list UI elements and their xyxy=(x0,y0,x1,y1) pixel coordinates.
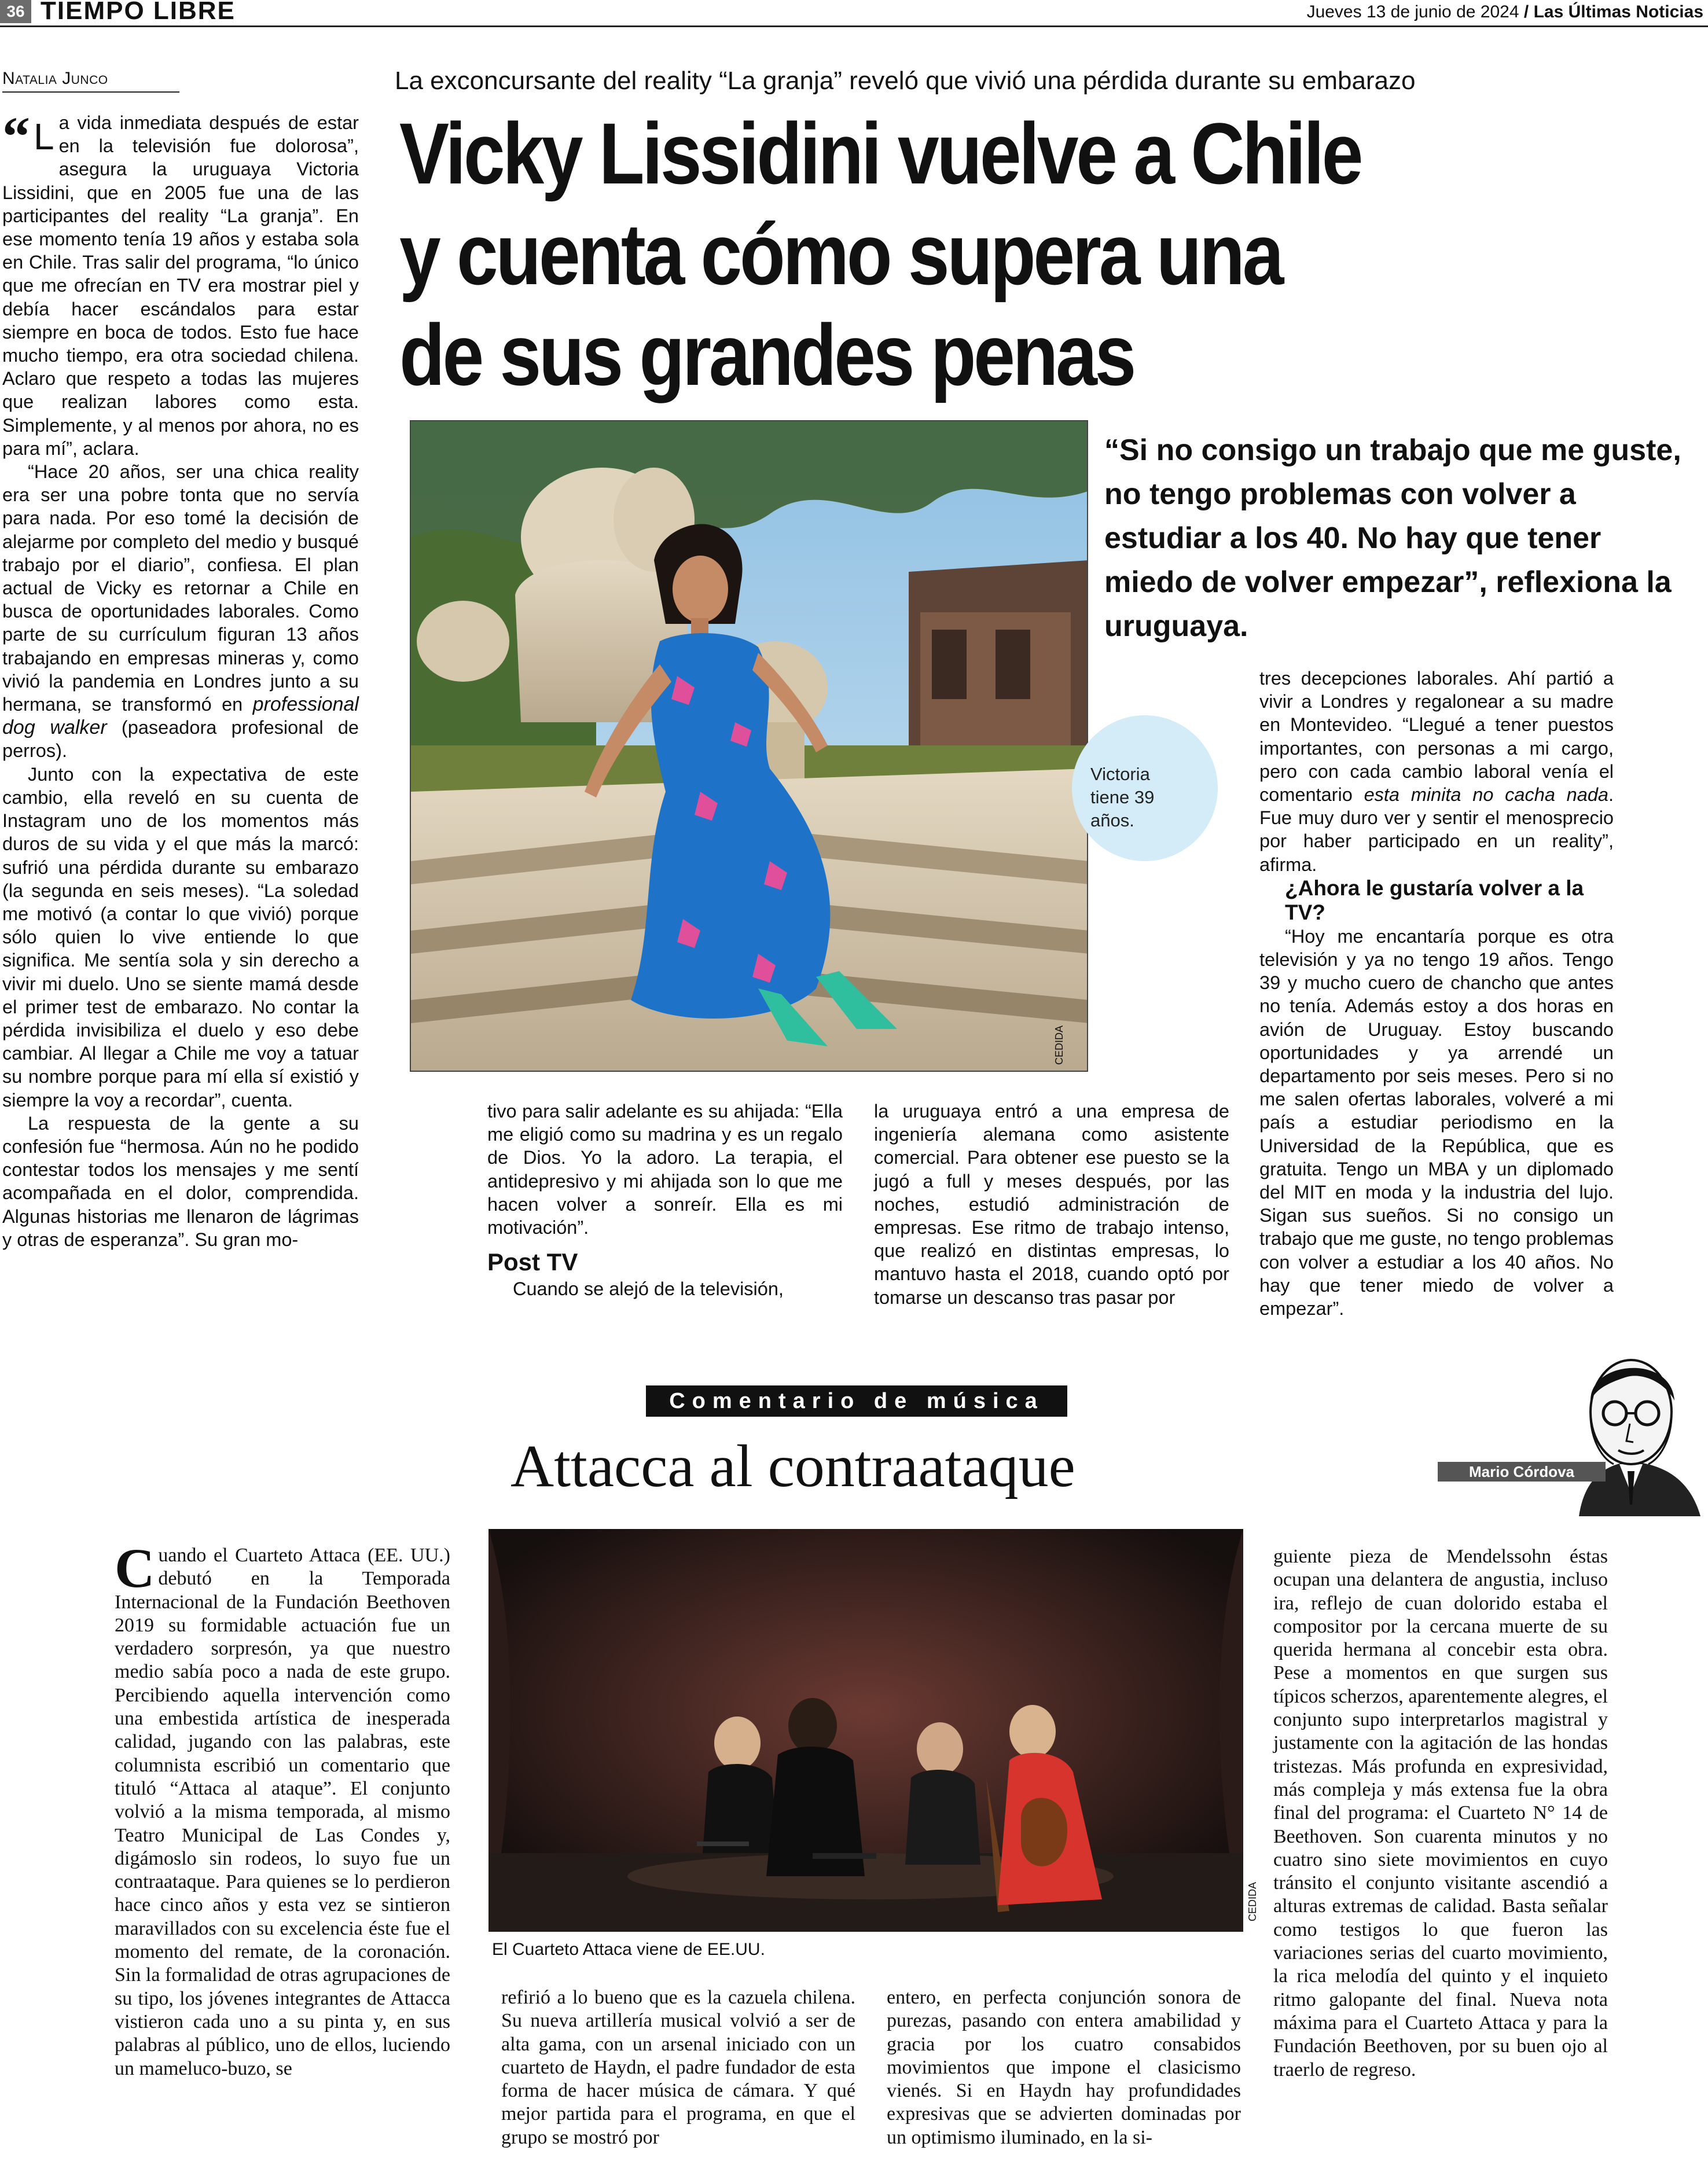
music-drop-cap: C xyxy=(115,1537,155,1599)
article-column-2 xyxy=(487,1100,843,1300)
subhead-post-tv: Post TV xyxy=(487,1248,578,1276)
music-column-3 xyxy=(887,1986,1241,2149)
byline-rule xyxy=(2,91,179,93)
headline xyxy=(399,103,1395,405)
music-column-2 xyxy=(501,1986,855,2149)
music-col1-text: C uando el Cuarteto Attaca (EE. UU.) debutó en la Temporada Internacional de la Fundación Beethoven 2019 su formidable actuación fue un verdadero sorpresón, ya que nuestro medio sabía poco a nada de este grupo. Percibiendo aquella intervención como una embestida artística de inesperada calidad, jugando con las palabras, este columnista escribió un comentario que tituló “Attaca al ataque”. El conjunto volvió a la misma temporada, al mismo Teatro Municipal de Las Condes y, digámoslo sin rodeos, lo suyo fue un contraataque. Para quienes se lo perdieron hace cinco años y esta vez se sintieron maravillados con su excelencia éste fue el momento del remate, de la coronación. Sin la formalidad de otras agrupaciones de su tipo, los jóvenes integrantes de Attacca vistieron cada uno a su pinta y, en sus palabras al público, uno de ellos, luciendo un mameluco-buzo, se xyxy=(115,1537,450,2079)
article-col1-p3: Junto con la expectativa de este cambio, ella reveló en su cuenta de Instagram uno de los momentos más duros de su vida y el que más la marcó: sufrió una pérdida durante su embarazo (la segunda en seis meses). “La soledad me motivó (a contar lo que vivió) porque sólo quien lo vive entiende lo que significa. Me sentía sola y sin derecho a vivir mi duelo. Uno se siente mamá desde el primer test de embarazo. No contar la pérdida invisibiliza el duelo y eso debe cambiar. Al llegar a Chile me voy a tatuar su nombre porque para mí ella sí existió y siempre la voy a recordar”, cuenta. xyxy=(2,763,359,1111)
header-dateline xyxy=(1307,1,1703,23)
article-col2-p2: Cuando se alejó de la televisión, xyxy=(513,1278,784,1300)
concert-photo-credit: CEDIDA xyxy=(1247,1881,1258,1921)
music-column-4 xyxy=(1273,1545,1608,2082)
article-col1-p2: “Hace 20 años, ser una chica reality era ser una pobre tonta que no servía para nada. Por eso tomé la decisión de alejarme por completo del medio y busqué trabajo por el diario”, confiesa. El plan actual de Vicky es retornar a Chile en busca de oportunidades laborales. Como parte de su currículum figuran 13 años trabajando en empresas mineras y, como vivió la pandemia en Londres junto a su hermana, se transformó en professional dog walker (paseadora profesional de perros). xyxy=(2,461,359,762)
concert-photo-caption: El Cuarteto Attaca viene de EE.UU. xyxy=(492,1940,765,1959)
header-rule xyxy=(0,25,1708,27)
drop-cap: L xyxy=(34,116,54,157)
page-number: 36 xyxy=(6,2,25,20)
music-headline: Attacca al contraataque xyxy=(510,1433,1075,1499)
music-col3-text: entero, en perfecta conjunción sonora de purezas, pasando con entera amabilidad y gracia por los cuatro consabidos movimientos que impone el clasicismo vienés. Si en Haydn hay profundidades expresivas que se advierten dominadas por un optimismo iluminado, en la si- xyxy=(887,1987,1241,2148)
photo-credit: CEDIDA xyxy=(1053,1025,1065,1065)
newspaper-name: Las Últimas Noticias xyxy=(1533,2,1703,21)
page-number-box xyxy=(0,0,31,23)
issue-date: Jueves 13 de junio de 2024 xyxy=(1306,2,1519,21)
article-column-4 xyxy=(1259,667,1614,1320)
vicky-photo-art xyxy=(411,421,1088,1072)
article-col1-p1: “ L a vida inmediata después de estar en la televisión fue dolorosa”, asegura la uruguaya Victoria Lissidini, que en 2005 fue una de las participantes del reality “La granja”. En ese momento tenía 19 años y estaba sola en Chile. Tras salir del programa, “lo único que me ofrecían en TV era mostrar piel y debía hacer escándalos para estar siempre en boca de todos. Esto fue hace mucho tiempo, era otra sociedad chilena. Aclaro que respeto a todas las mujeres que realizan labores como esta. Simplemente, y al menos por ahora, no es para mí”, aclara. xyxy=(2,105,359,459)
music-col2-text: refirió a lo bueno que es la cazuela chilena. Su nueva artillería musical volvió a ser de alta gama, con un arsenal iniciado con un cuarteto de Haydn, el padre fundador de esta forma de hacer música de cámara. Y qué mejor partida para el programa, en que el grupo se mostró por xyxy=(501,1987,855,2148)
music-column-1 xyxy=(115,1537,450,2081)
pull-quote: “Si no consigo un trabajo que me guste, no tengo problemas con volver a estudiar a los 40. No hay que tener miedo de volver empezar”, reflexiona la uruguaya. xyxy=(1104,433,1681,643)
concert-photo xyxy=(488,1529,1243,1932)
photo-caption: Victoria tiene 39 años. xyxy=(1090,764,1155,830)
article-col4-p1: tres decepciones laborales. Ahí partió a vivir a Londres y regalonear a su madre en Montevideo. “Llegué a tener puestos importantes, con personas a mi cargo, pero con cada cambio laboral venía el comentario esta minita no cacha nada. Fue muy duro ver y sentir el menosprecio por haber participado en un reality”, afirma. xyxy=(1259,668,1614,875)
columnist-portrait xyxy=(1556,1343,1706,1516)
article-col1-p4: La respuesta de la gente a su confesión fue “hermosa. Aún no he podido contestar todos los mensajes y me sentí acompañada en el dolor, comprendida. Algunas historias me llenaron de lágrimas y otras de esperanza”. Su gran mo- xyxy=(2,1112,359,1250)
drop-quote: “ xyxy=(2,105,30,167)
headline-line-1: Vicky Lissidini vuelve a Chile xyxy=(399,105,1361,202)
article-col3-p1: la uruguaya entró a una empresa de ingeniería alemana como asistente comercial. Para obtener ese puesto se la jugó a full y meses después, por las noches, estudió administración de empresas. Ese ritmo de trabajo intenso, que realizó en distintas empresas, lo mantuvo hasta el 2018, cuando optó por tomarse un descanso tras pasar por xyxy=(874,1101,1229,1308)
columnist-sketch xyxy=(1556,1343,1706,1516)
interview-question: ¿Ahora le gustaría volver a la TV? xyxy=(1285,876,1584,924)
byline: Natalia Junco xyxy=(2,69,108,88)
kicker: La exconcursante del reality “La granja” reveló que vivió una pérdida durante su embarazo xyxy=(395,67,1416,95)
music-col4-text: guiente pieza de Mendelssohn éstas ocupan una delantera de angustia, incluso ira, reflejo de cuan dolorido estaba el compositor por la cercana muerte de su querida hermana al concebir esta obra. Pese a momentos en que surgen sus típicos scherzos, aparentemente alegres, el conjunto supo interpretarlos magistral y justamente con la agitación de las hondas tristezas. Más profunda en expresividad, más compleja y más extensa fue la obra final del programa: el Cuarteto N° 14 de Beethoven. Son cuarenta minutos y no cuatro sino siete movimientos en cuyo tránsito el conjunto visitante ascendió a alturas extremas de calidad. Basta señalar como testigos lo que fueron las variaciones serias del cuarto movimiento, la rica melodía del quinto y el inquieto ritmo galopante del final. Nueva nota máxima para el Cuarteto Attaca y para la Fundación Beethoven, por su buen ojo al traerlo de regreso. xyxy=(1273,1546,1608,2081)
vicky-photo xyxy=(410,420,1088,1072)
article-col4-p2: “Hoy me encantaría porque es otra televisión y ya no tengo 19 años. Tengo 39 y mucho cuero de chancho que antes no tenía. Además estoy a dos horas en avión de Uruguay. Estoy buscando oportunidades y ya arrendé un departamento por seis meses. Pero si no me salen ofertas laborales, volveré a mi país a estudiar periodismo en la Universidad de la República, que es gratuita. Tengo un MBA y un diplomado del MIT en moda y la industria del lujo. Sigan sus sueños. Si no consigo un trabajo que me guste, no tengo problemas con volver a estudiar a los 40 años. No hay que tener miedo de volver a empezar”. xyxy=(1259,925,1614,1319)
article-col2-p1: tivo para salir adelante es su ahijada: “Ella me eligió como su madrina y es un regalo de Dios. Yo la adoro. La terapia, el antidepresivo y mi ahijada son lo que me hacen volver a sonreír. Ella es mi motivación”. xyxy=(487,1101,843,1238)
header-separator: / xyxy=(1523,2,1529,21)
columnist-name-box xyxy=(1438,1462,1606,1482)
headline-line-3: de sus grandes penas xyxy=(399,306,1134,403)
article-column-3 xyxy=(874,1100,1229,1309)
headline-line-2: y cuenta cómo supera una xyxy=(399,205,1282,303)
section-title: TIEMPO LIBRE xyxy=(41,0,236,25)
music-section-label: Comentario de música xyxy=(646,1385,1067,1417)
article-column-1 xyxy=(2,105,359,1251)
columnist-name: Mario Córdova xyxy=(1468,1463,1575,1480)
concert-photo-art xyxy=(488,1529,1243,1932)
